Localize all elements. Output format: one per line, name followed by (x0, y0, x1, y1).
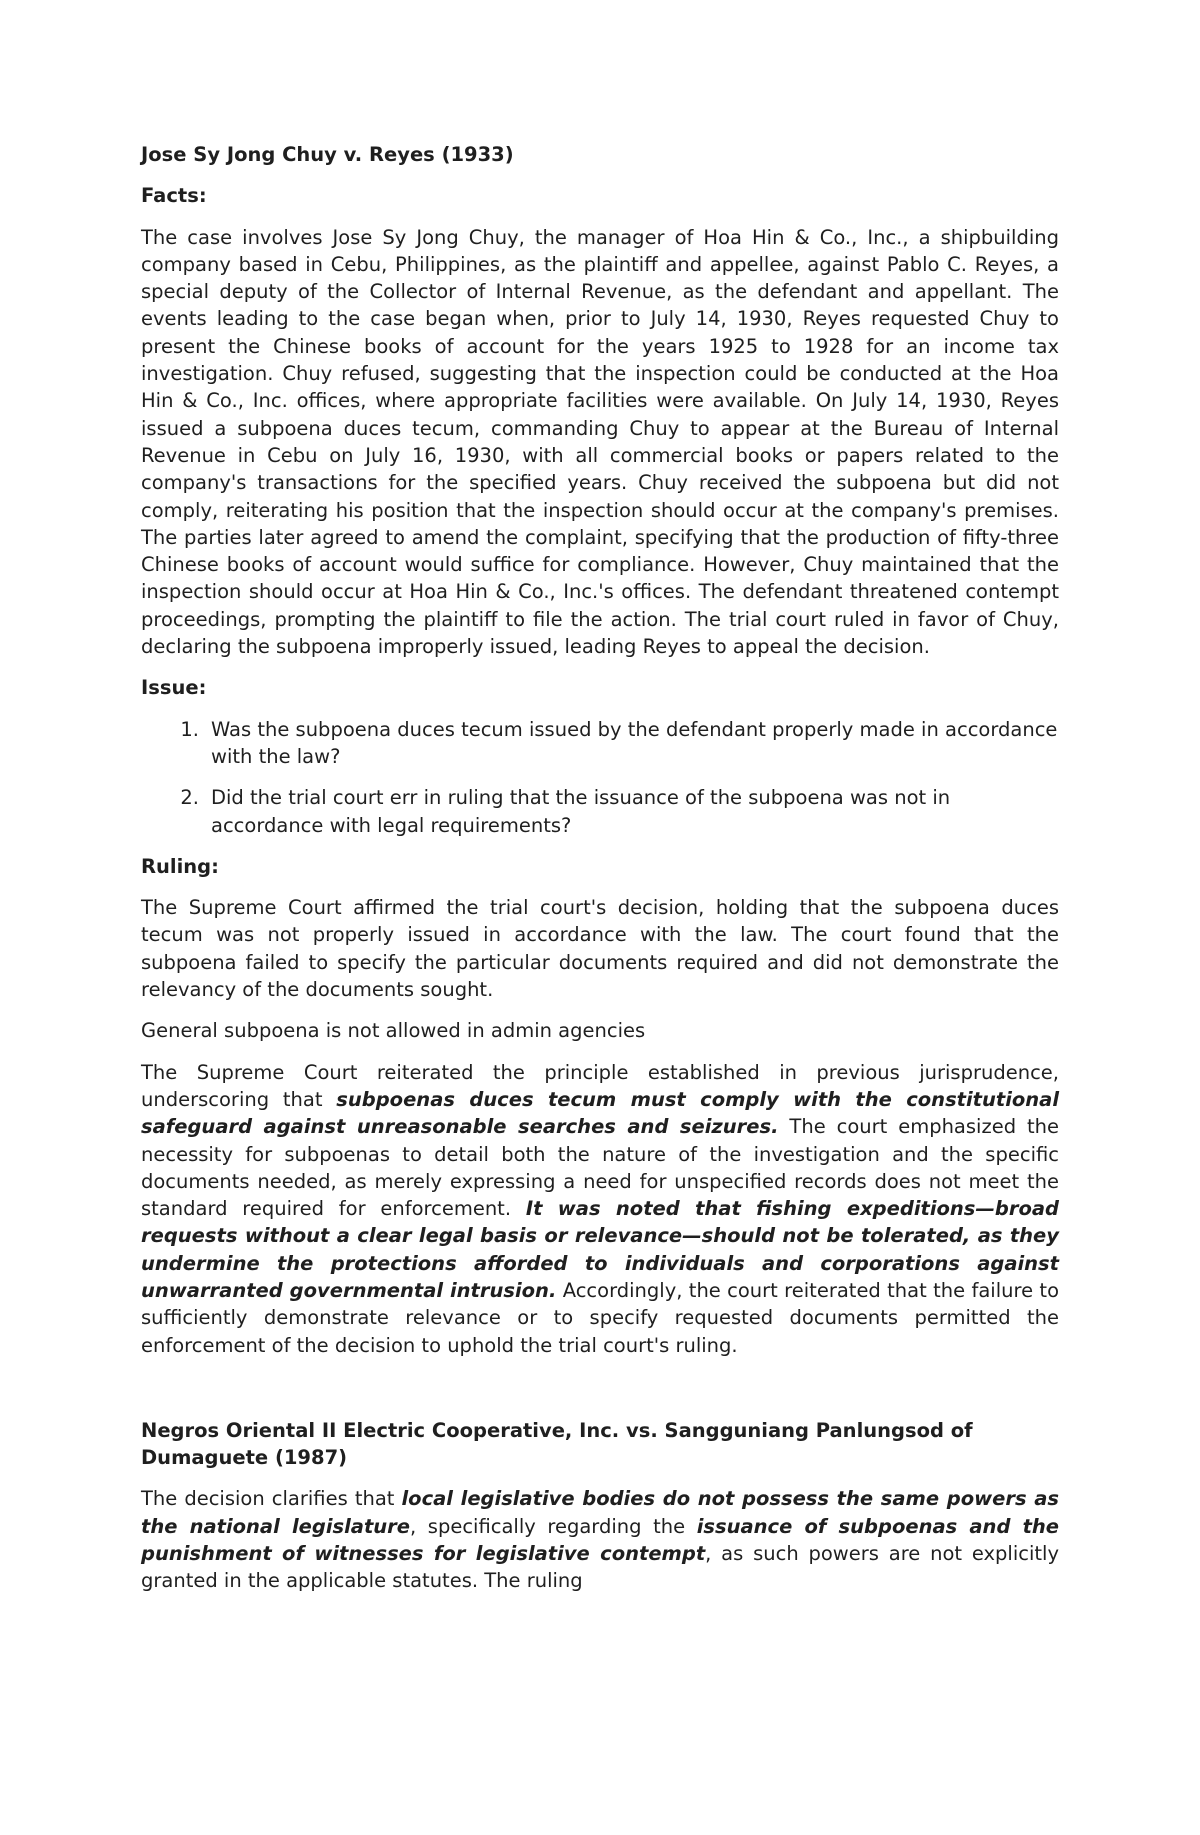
ruling-detail-paragraph (141, 1059, 1059, 1359)
issue-number: 1. (180, 717, 199, 741)
issue-text: Did the trial court err in ruling that the issuance of the subpoena was not in accordance with legal requirements? (211, 786, 951, 837)
text-run: The Supreme Court reiterated the principle established in previous jurisprudence, underscoring that (141, 1060, 1059, 1111)
issue-text: Was the subpoena duces tecum issued by the defendant properly made in accordance with the law? (211, 717, 1058, 768)
issue-item (141, 716, 1059, 771)
facts-heading: Facts: (141, 184, 207, 208)
issue-item (141, 784, 1059, 839)
issue-heading: Issue: (141, 676, 207, 700)
emphasis-run: It was noted that fishing expeditions—broad requests without a clear legal basis or relevance—should not be tolerated, as they undermine the protections afforded to individuals and corporations against unwarranted governmental intrusion. (141, 1197, 1059, 1302)
text-run: The court emphasized the necessity for subpoenas to detail both the nature of the investigation and the specific documents needed, as merely expressing a need for unspecified records does not meet the standard required for enforcement. (141, 1115, 1059, 1221)
text-run: , as such powers are not explicitly granted in the applicable statutes. The ruling (141, 1542, 1059, 1593)
issue-number: 2. (180, 786, 199, 810)
section-spacer (141, 1373, 1059, 1417)
case2-paragraph (141, 1485, 1059, 1594)
emphasis-run: subpoenas duces tecum must comply with the constitutional safeguard against unreasonable searches and seizures. (141, 1087, 1060, 1139)
issue-list (141, 716, 1059, 839)
text-run: The decision clarifies that (141, 1487, 402, 1511)
document-body (141, 141, 1059, 1609)
text-run: Accordingly, the court reiterated that the failure to sufficiently demonstrate relevance or to specify requested documents permitted the enforcement of the decision to uphold the trial court's ruling. (141, 1278, 1059, 1357)
case-title: Jose Sy Jong Chuy v. Reyes (1933) (141, 143, 514, 166)
ruling-heading: Ruling: (141, 854, 219, 878)
ruling-paragraph: The Supreme Court affirmed the trial court's decision, holding that the subpoena duces tecum was not properly issued in accordance with the law. The court found that the subpoena failed to specify the particular documents required and did not demonstrate the relevancy of the documents sought. (141, 896, 1059, 1002)
emphasis-run: issuance of subpoenas and the punishment of witnesses for legislative contempt (141, 1514, 1060, 1566)
case-title: Negros Oriental II Electric Cooperative, Inc. vs. Sangguniang Panlungsod of Dumaguete (1987) (141, 1418, 973, 1470)
text-run: , specifically regarding the (410, 1514, 697, 1538)
emphasis-run: local legislative bodies do not possess the same powers as the national legislature (141, 1487, 1059, 1538)
note-paragraph: General subpoena is not allowed in admin agencies (141, 1019, 646, 1043)
facts-paragraph: The case involves Jose Sy Jong Chuy, the manager of Hoa Hin & Co., Inc., a shipbuilding company based in Cebu, Philippines, as the plaintiff and appellee, against Pablo C. Reyes, a special deputy of the Collector of Internal Revenue, as the defendant and appellant. The events leading to the case began when, prior to July 14, 1930, Reyes requested Chuy to present the Chinese books of account for the years 1925 to 1928 for an income tax investigation. Chuy refused, suggesting that the inspection could be conducted at the Hoa Hin & Co., Inc. offices, where appropriate facilities were available. On July 14, 1930, Reyes issued a subpoena duces tecum, commanding Chuy to appear at the Bureau of Internal Revenue in Cebu on July 16, 1930, with all commercial books or papers related to the company's transactions for the specified years. Chuy received the subpoena but did not comply, reiterating his position that the inspection should occur at the company's premises. The parties later agreed to amend the complaint, specifying that the production of fifty-three Chinese books of account would suffice for compliance. However, Chuy maintained that the inspection should occur at Hoa Hin & Co., Inc.'s offices. The defendant threatened contempt proceedings, prompting the plaintiff to file the action. The trial court ruled in favor of Chuy, declaring the subpoena improperly issued, leading Reyes to appeal the decision. (141, 225, 1059, 659)
